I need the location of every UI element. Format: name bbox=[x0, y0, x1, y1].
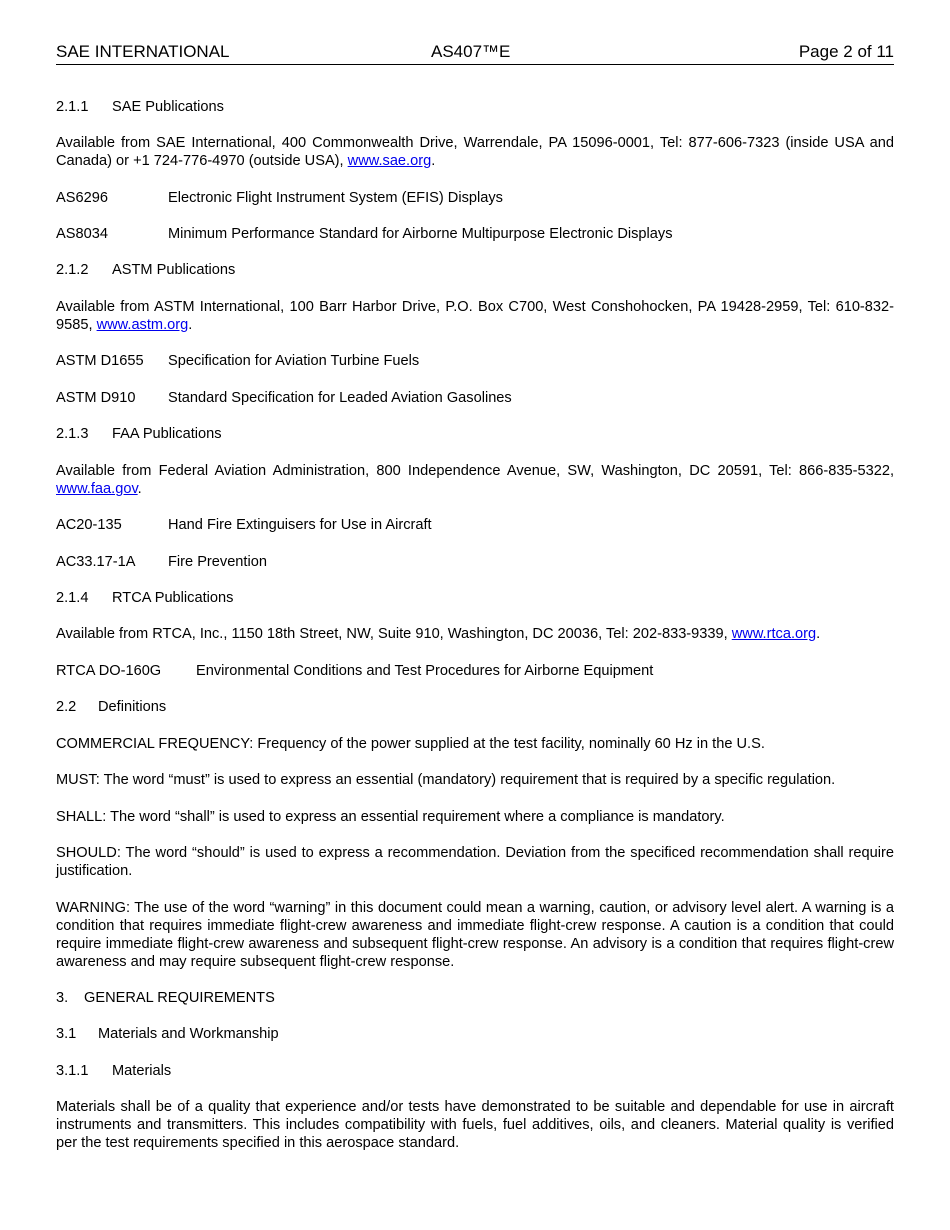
section-heading-2-1-2 bbox=[56, 261, 894, 279]
materials-paragraph: Materials shall be of a quality that experience and/or tests have demonstrated to be suitable and dependable for use in aircraft instruments and transmitters. This includes compatibility with fuels, fuel additives, oils, and cleaners. Material quality is verified per the test requirements specified in this aerospace standard. bbox=[56, 1099, 894, 1151]
availability-paragraph-sae: Available from SAE International, 400 Commonwealth Drive, Warrendale, PA 15096-0001, Tel: 877-606-7323 (inside USA and Canada) or +1 724-776-4970 (outside USA), www.sae.org. bbox=[56, 135, 894, 169]
section-number: 3. bbox=[56, 990, 69, 1006]
reference-title: Electronic Flight Instrument System (EFIS) Displays bbox=[168, 190, 503, 206]
header-organization: SAE INTERNATIONAL bbox=[56, 42, 230, 61]
availability-paragraph-rtca: Available from RTCA, Inc., 1150 18th Street, NW, Suite 910, Washington, DC 20036, Tel: 202-833-9339, www.rtca.org. bbox=[56, 626, 821, 642]
faa-website-link[interactable]: www.faa.gov bbox=[56, 481, 138, 497]
reference-title: Specification for Aviation Turbine Fuels bbox=[168, 353, 420, 369]
definition-paragraph: COMMERCIAL FREQUENCY: Frequency of the power supplied at the test facility, nominally 60 Hz in the U.S. bbox=[56, 736, 765, 752]
section-heading-3-1 bbox=[56, 1025, 894, 1043]
reference-code: ASTM D910 bbox=[56, 390, 136, 406]
header-page-number: Page 2 of 11 bbox=[798, 42, 894, 61]
section-title: GENERAL REQUIREMENTS bbox=[84, 990, 275, 1006]
reference-title: Standard Specification for Leaded Aviation Gasolines bbox=[168, 390, 512, 406]
section-number: 3.1.1 bbox=[56, 1063, 89, 1079]
astm-website-link[interactable]: www.astm.org bbox=[96, 317, 189, 333]
section-number: 2.2 bbox=[56, 699, 77, 715]
reference-code: AC33.17-1A bbox=[56, 554, 136, 570]
reference-title: Hand Fire Extinguisers for Use in Aircraft bbox=[168, 517, 432, 533]
section-number: 3.1 bbox=[56, 1026, 77, 1042]
document-page bbox=[56, 42, 894, 1151]
definition-paragraph: SHALL: The word “shall” is used to express an essential requirement where a compliance is mandatory. bbox=[56, 809, 725, 825]
sae-website-link[interactable]: www.sae.org bbox=[347, 153, 432, 169]
definition-paragraph: WARNING: The use of the word “warning” in this document could mean a warning, caution, or advisory level alert. A warning is a condition that requires immediate flight-crew awareness and immediate flight-crew response. A caution is a condition that could require immediate flight-crew awareness and subsequent flight-crew response. An advisory is a condition that requires flight-crew awareness and may require subsequent flight-crew response. bbox=[56, 900, 894, 970]
reference-title: Environmental Conditions and Test Procedures for Airborne Equipment bbox=[196, 663, 654, 679]
section-heading-3 bbox=[56, 989, 894, 1007]
reference-code: RTCA DO-160G bbox=[56, 663, 162, 679]
header-document-number: AS407™E bbox=[431, 42, 511, 61]
section-title: Materials and Workmanship bbox=[98, 1026, 279, 1042]
reference-code: AC20-135 bbox=[56, 517, 122, 533]
section-number: 2.1.2 bbox=[56, 262, 89, 278]
reference-title: Fire Prevention bbox=[168, 554, 267, 570]
section-heading-2-1-1 bbox=[56, 98, 894, 116]
rtca-website-link[interactable]: www.rtca.org bbox=[731, 626, 817, 642]
section-title: RTCA Publications bbox=[112, 590, 234, 606]
section-heading-2-1-3 bbox=[56, 425, 894, 443]
section-heading-2-1-4 bbox=[56, 589, 894, 607]
section-title: FAA Publications bbox=[112, 426, 222, 442]
section-title: Materials bbox=[112, 1063, 172, 1079]
section-heading-3-1-1 bbox=[56, 1062, 894, 1080]
section-number: 2.1.4 bbox=[56, 590, 89, 606]
definition-paragraph: MUST: The word “must” is used to express an essential (mandatory) requirement that is required by a specific regulation. bbox=[56, 772, 836, 788]
definition-paragraph: SHOULD: The word “should” is used to express a recommendation. Deviation from the specificed recommendation shall require justification. bbox=[56, 845, 894, 879]
page-header bbox=[56, 42, 894, 65]
section-title: ASTM Publications bbox=[112, 262, 236, 278]
section-title: Definitions bbox=[98, 699, 167, 715]
reference-code: ASTM D1655 bbox=[56, 353, 144, 369]
reference-code: AS8034 bbox=[56, 226, 108, 242]
section-number: 2.1.3 bbox=[56, 426, 89, 442]
availability-paragraph-astm: Available from ASTM International, 100 Barr Harbor Drive, P.O. Box C700, West Conshohocken, PA 19428-2959, Tel: 610-832-9585, www.astm.org. bbox=[56, 299, 894, 333]
availability-paragraph-faa: Available from Federal Aviation Administration, 800 Independence Avenue, SW, Washington, DC 20591, Tel: 866-835-5322, www.faa.gov. bbox=[56, 463, 894, 497]
reference-title: Minimum Performance Standard for Airborne Multipurpose Electronic Displays bbox=[168, 226, 673, 242]
section-heading-2-2 bbox=[56, 698, 894, 716]
reference-code: AS6296 bbox=[56, 190, 108, 206]
section-number: 2.1.1 bbox=[56, 99, 89, 115]
section-title: SAE Publications bbox=[112, 99, 224, 115]
